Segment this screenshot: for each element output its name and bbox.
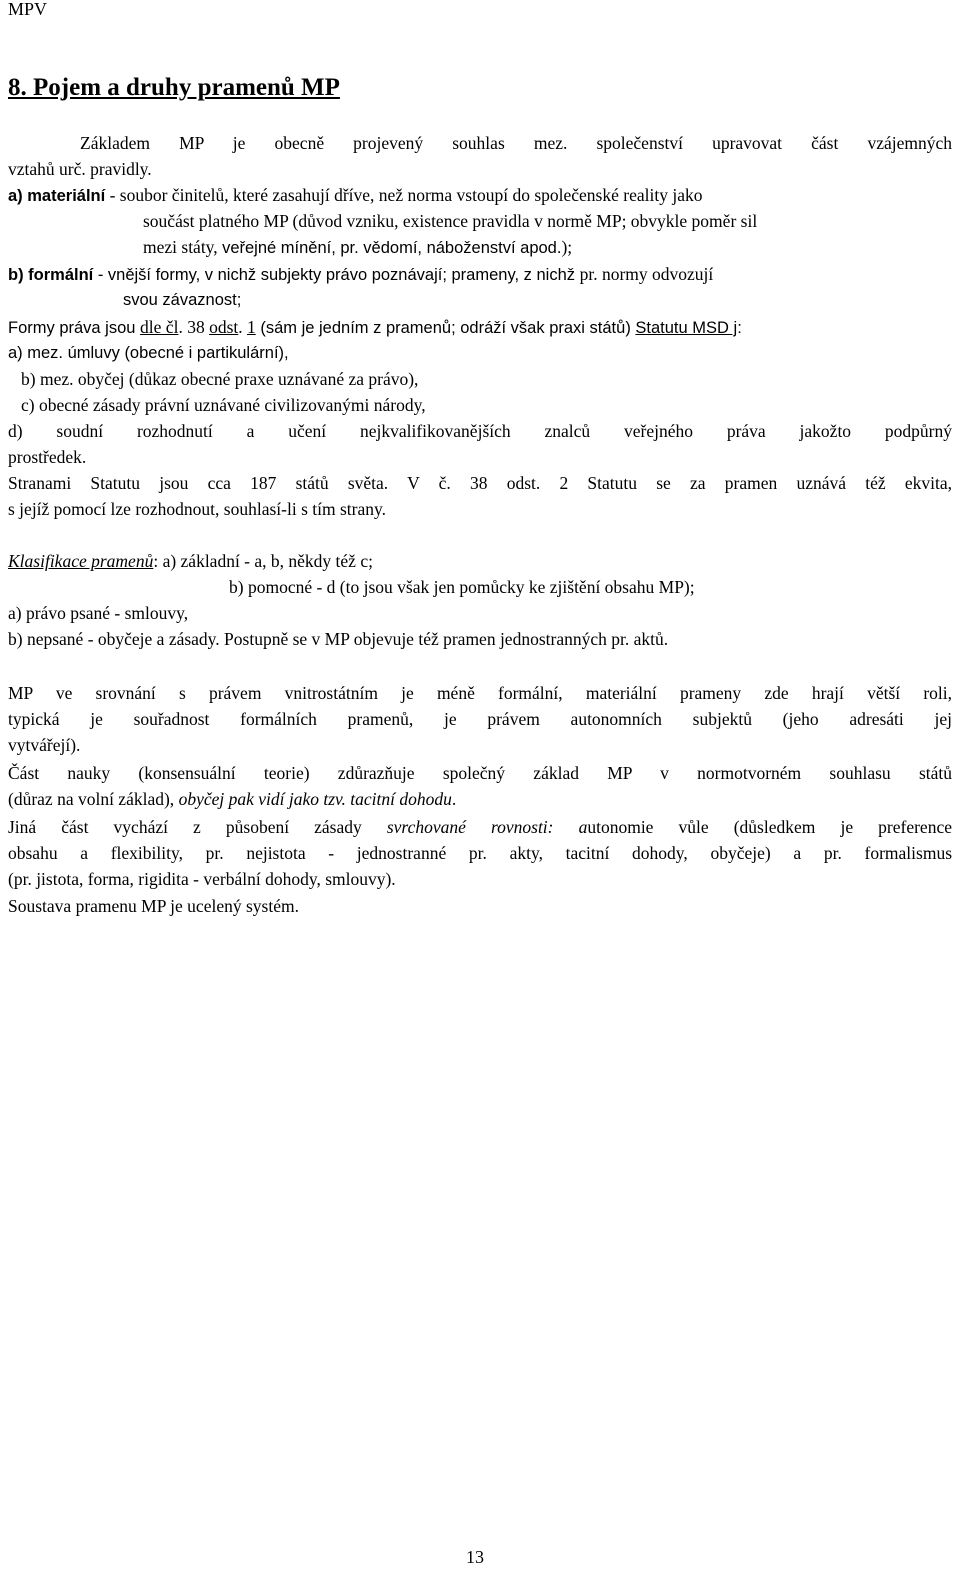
statute-link-text: Statutu MSD j xyxy=(635,319,738,337)
page-number: 13 xyxy=(466,1547,484,1567)
material-sources-line-2: součást platného MP (důvod vzniku, existence pravidla v normě MP; obvykle poměr sil xyxy=(143,211,758,231)
intro-line-2: vztahů urč. pravidly. xyxy=(8,159,152,179)
formal-sources-line-2: svou závaznost; xyxy=(123,291,242,309)
comparison-p2-line-2: (důraz na volní základ), obyčej pak vidí jako tzv. tacitní dohodu. xyxy=(8,789,457,809)
classification-line-3: a) právo psané - smlouvy, xyxy=(8,603,189,623)
material-label: a) materiální xyxy=(8,187,106,205)
running-header: MPV xyxy=(8,0,48,19)
comparison-p3-line-1: Jiná část vychází z působení zásady svrchované rovnosti: autonomie vůle (důsledkem je preference xyxy=(8,817,952,837)
comparison-p3-line-3: (pr. jistota, forma, rigidita - verbální dohody, smlouvy). xyxy=(8,869,396,889)
comparison-p4: Soustava pramenu MP je ucelený systém. xyxy=(8,896,299,916)
forms-item-b: b) mez. obyčej (důkaz obecné praxe uznávané za právo), xyxy=(21,369,419,389)
classification-line-4: b) nepsané - obyčeje a zásady. Postupně se v MP objevuje též pramen jednostranných pr. aktů. xyxy=(8,629,669,649)
formal-sources-line-1: b) formální - vnější formy, v nichž subjekty právo poznávají; prameny, z nichž pr. normy odvozují xyxy=(8,264,714,284)
material-sources-line-3: mezi státy, veřejné mínění, pr. vědomí, náboženství apod.); xyxy=(143,237,573,257)
forms-of-law-line: Formy práva jsou dle čl. 38 odst. 1 (sám je jedním z pramenů; odráží však praxi států) Statutu MSD j: xyxy=(8,317,742,337)
comparison-p3-line-2: obsahu a flexibility, pr. nejistota - jednostranné pr. akty, tacitní dohody, obyčeje) a pr. formalismus xyxy=(8,843,952,863)
forms-item-d-line-1: d) soudní rozhodnutí a učení nejkvalifikovanějších znalců veřejného práva jakožto podpůrný xyxy=(8,421,952,441)
section-heading: 8. Pojem a druhy pramenů MP xyxy=(8,74,340,101)
forms-item-a: a) mez. úmluvy (obecné i partikulární), xyxy=(8,344,289,362)
comparison-p1-line-1: MP ve srovnání s právem vnitrostátním je méně formální, materiální prameny zde hrají větší roli, xyxy=(8,683,952,703)
comparison-p1-line-3: vytvářejí). xyxy=(8,735,81,755)
material-sources-line-1: a) materiální - soubor činitelů, které zasahují dříve, než norma vstoupí do společenské reality jako xyxy=(8,185,703,205)
intro-line-1: Základem MP je obecně projevený souhlas mez. společenství upravovat část vzájemných xyxy=(80,133,952,153)
statute-parties-line-1: Stranami Statutu jsou cca 187 států světa. V č. 38 odst. 2 Statutu se za pramen uznává též ekvita, xyxy=(8,473,952,493)
formal-label: b) formální xyxy=(8,266,94,284)
forms-item-d-line-2: prostředek. xyxy=(8,447,87,467)
comparison-p2-line-1: Část nauky (konsensuální teorie) zdůrazňuje společný základ MP v normotvorném souhlasu států xyxy=(8,763,952,783)
forms-item-c: c) obecné zásady právní uznávané civilizovanými národy, xyxy=(21,395,426,415)
classification-line-1: Klasifikace pramenů: a) základní - a, b, někdy též c; xyxy=(8,551,373,571)
classification-line-2: b) pomocné - d (to jsou však jen pomůcky ke zjištění obsahu MP); xyxy=(229,577,695,597)
comparison-p1-line-2: typická je souřadnost formálních pramenů, je právem autonomních subjektů (jeho adresáti jej xyxy=(8,709,952,729)
statute-parties-line-2: s jejíž pomocí lze rozhodnout, souhlasí-li s tím strany. xyxy=(8,499,386,519)
classification-label: Klasifikace pramenů xyxy=(8,551,154,571)
